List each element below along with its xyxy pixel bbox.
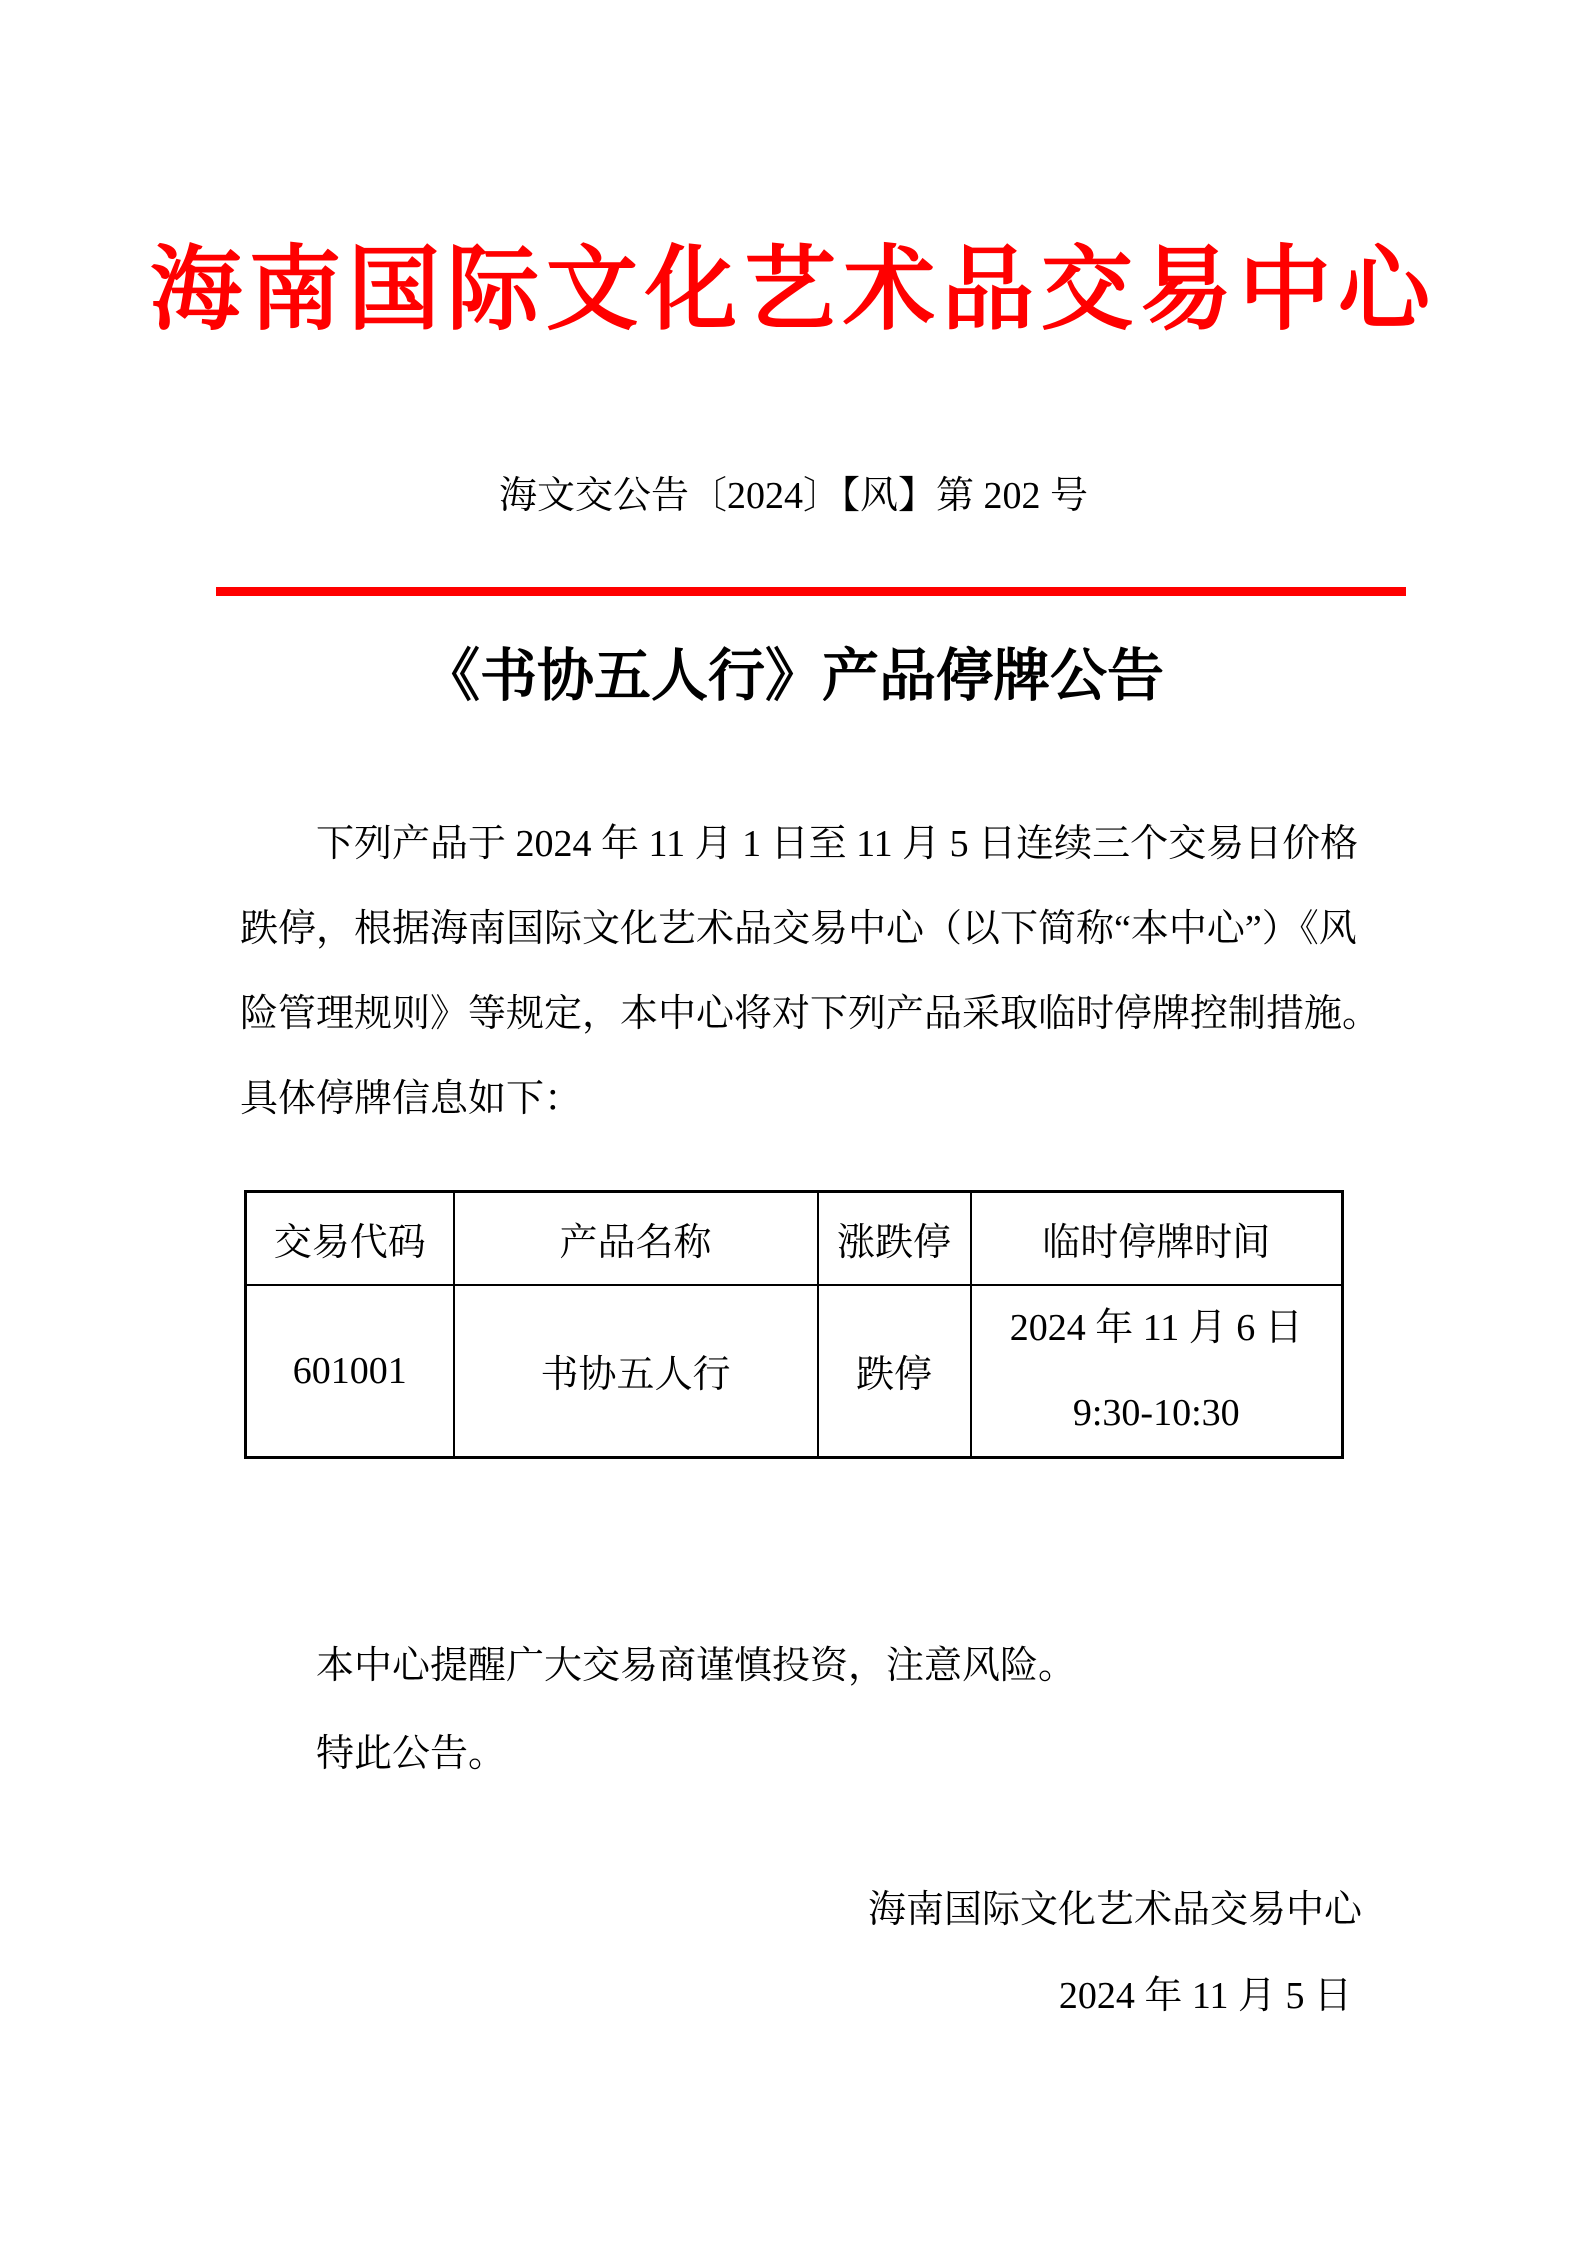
signature-org: 海南国际文化艺术品交易中心: [867, 1889, 1362, 1931]
body-line: 具体停牌信息如下：: [240, 1078, 583, 1120]
halt-time-line: 9:30-10:30: [1072, 1391, 1240, 1434]
header-limit-type: 涨跌停: [818, 1192, 971, 1285]
org-title: 海南国际文化艺术品交易中心: [149, 239, 1437, 341]
closing-line-reminder: 本中心提醒广大交易商谨慎投资，注意风险。: [316, 1645, 1077, 1687]
cell-trade-code: 601001: [246, 1285, 454, 1458]
cell-product-name: 书协五人行: [454, 1285, 818, 1458]
body-line: 跌停，根据海南国际文化艺术品交易中心（以下简称“本中心”）《风: [240, 908, 1357, 950]
body-line: 险管理规则》等规定，本中心将对下列产品采取临时停牌控制措施。: [240, 993, 1381, 1035]
closing-line-hereby: 特此公告。: [316, 1733, 507, 1775]
closing-paragraph: [240, 1622, 1352, 1798]
header-trade-code: 交易代码: [246, 1192, 454, 1285]
signature-date: 2024 年 11 月 5 日: [1058, 1975, 1352, 2017]
table-header-row: [246, 1192, 1343, 1285]
body-paragraph: [240, 802, 1381, 1142]
halt-date-line: 2024 年 11 月 6 日: [1009, 1306, 1303, 1349]
header-product-name: 产品名称: [454, 1192, 818, 1285]
halt-info-table: [244, 1190, 1344, 1459]
cell-halt-time: [971, 1285, 1343, 1458]
header-halt-time: 临时停牌时间: [971, 1192, 1343, 1285]
doc-number: 海文交公告〔2024〕【风】第 202 号: [498, 475, 1088, 517]
signature-block: [240, 1882, 1362, 2024]
announcement-heading: 《书协五人行》产品停牌公告: [423, 645, 1164, 708]
body-line: 下列产品于 2024 年 11 月 1 日至 11 月 5 日连续三个交易日价格: [316, 823, 1359, 865]
table-row: [246, 1285, 1343, 1458]
red-divider-rule: [216, 587, 1406, 596]
cell-limit-type: 跌停: [818, 1285, 971, 1458]
